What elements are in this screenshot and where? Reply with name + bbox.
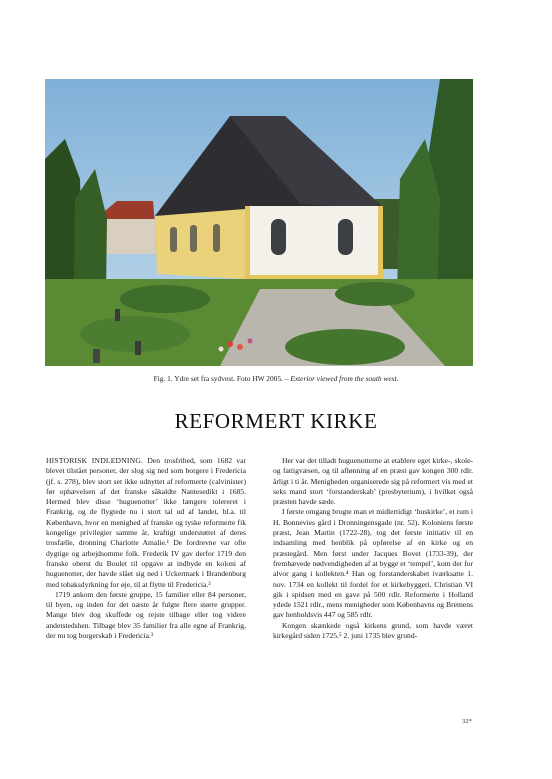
chapter-title: REFORMERT KIRKE [174, 409, 378, 433]
caption-danish: Fig. 1. Ydre set fra sydvest. Foto HW 2005. – [153, 374, 289, 383]
church-photo-illustration [45, 79, 473, 366]
figure-caption [0, 374, 552, 384]
left-paragraph-1-text: Den trosfrihed, som 1682 var blevet tilstået personer, der slog sig ned som borgere i Fredericia (jf. s. 278), blev stort set ikke udnyttet af reformerte (calvinister) før ophævelsen af det franske såkaldte Nantesedikt i 1685. Hermed blev disse ‘huguenotter’ ikke længere tolereret i Frankrig, og de flygtede nu i stort tal ud af landet, bl.a. til København, hvor en menighed af franske og tyske reformerte fik kongelige privilegier samme år, kraftigt understøttet af deres trosfælle, dronning Charlotte Amalie.¹ De fordrevne var ofte dygtige og arbejdsomme folk. Frederik IV gav derfor 1719 den franske oberst du Boulet til opgave at indbyde en koloni af huguenotter, der havde slået sig ned i Uckermark i Brandenburg med tobaksdyrkning for øje, til at flytte til Fredericia.² [46, 456, 247, 589]
right-paragraph-2: I første omgang brugte man et midlertidigt ‘huskirke’, et rum i H. Bonnevies gård i Dronningensgade (nr. 52). Koloniens første præst, Jean Martin (1722-28), tog det første initiativ til en indsamling med henblik på opførelse af en kirke og en præstegård. Men først under Jacques Bovet (1733-39), der fremhævede nødvendigheden af at bygge et ‘tempel’, kom der for alvor gang i kollekten.⁴ Han og forstanderskabet iværksatte 1. nov. 1734 en kollekt til fordel for et kirkebyggeri. Christian VI gik i spidsen med en gave på 500 rdlr. Reformerte i Holland ydede 1521 rdlr., mens menigheder som Københavns og Bremens gav henholdsvis 447 og 585 rdlr. [273, 507, 473, 620]
caption-english: Exterior viewed from the south west. [290, 374, 399, 383]
left-paragraph-2: 1719 ankom den første gruppe, 15 familier eller 84 personer, til byen, og inden for det næste år fulgte flere større grupper. Mange blev dog skuffede og rejste tilbage eller tog videre andetstedshen. Tilbage blev 35 familier fra alle egne af Frankrig, der nu tog borgerskab i Fredericia.³ [46, 589, 246, 641]
right-text-column [273, 456, 473, 641]
right-paragraph-3: Kongen skænkede også kirkens grund, som havde været kirkegård siden 1725.⁵ 2. juni 1735 blev grund- [273, 620, 473, 641]
section-lead: HISTORISK INDLEDNING. [46, 456, 144, 465]
page-number: 32* [462, 718, 472, 725]
right-paragraph-1: Her var det tilladt huguenotterne at etablere eget kirke-, skole- og fattigvæsen, og til aflønning af en præst gav kongen 300 rdlr. årligt i ti år. Menigheden organiserede sig på reformert vis med et seks mand stort ‘forstanderskab’ (presbyterium), i hvilket også præsten havde sæde. [273, 456, 473, 507]
left-text-column [46, 456, 246, 641]
left-paragraph-1 [46, 456, 246, 590]
church-photo [45, 79, 473, 366]
